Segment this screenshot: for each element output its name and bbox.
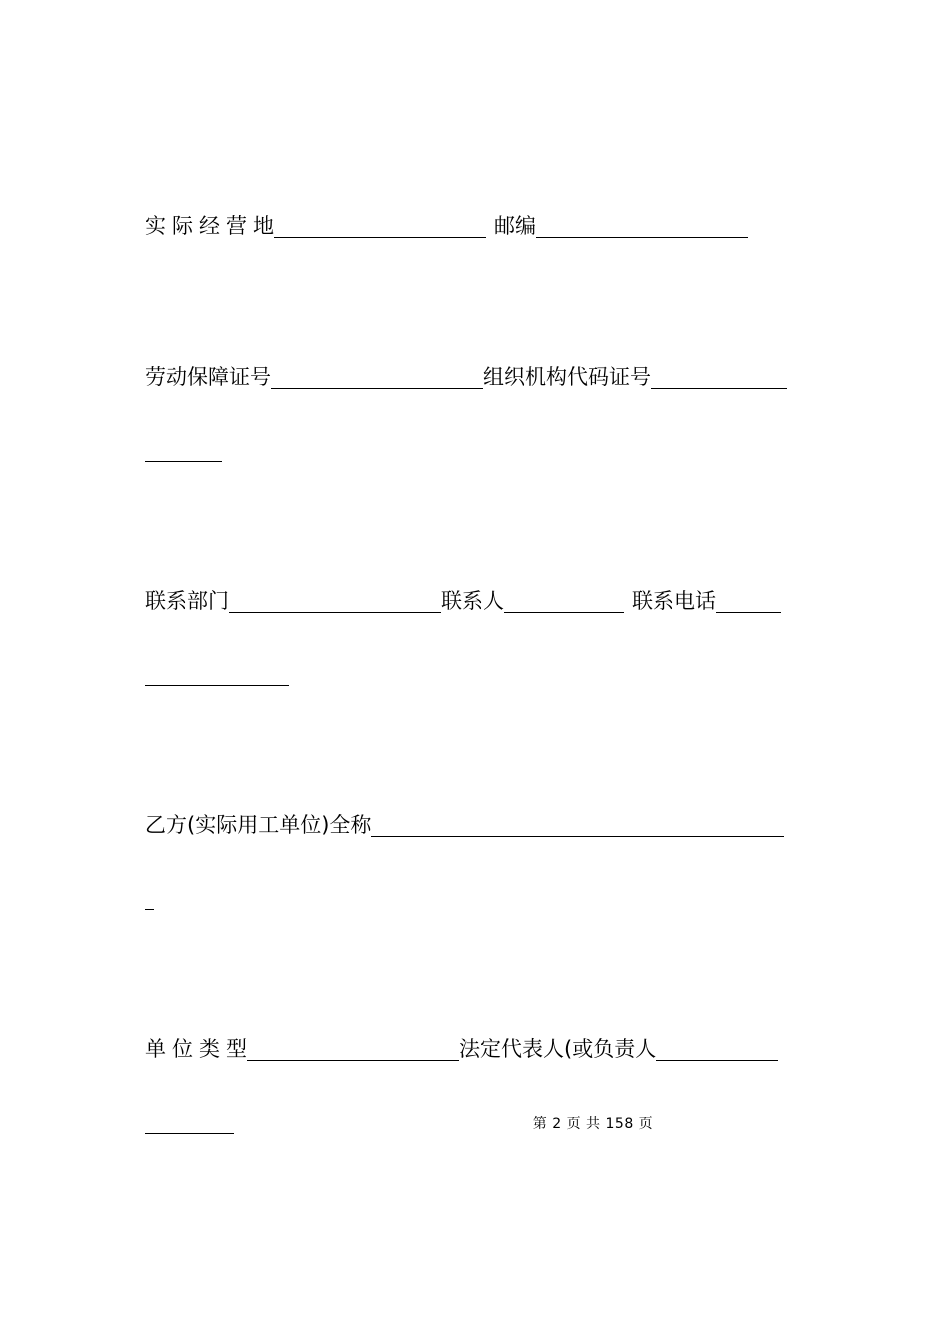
org-code-field-continued[interactable]: [145, 437, 222, 462]
contact-phone-continuation: [145, 656, 289, 686]
contact-dept-field[interactable]: [229, 588, 441, 613]
contact-person-label: 联系人: [441, 589, 504, 613]
org-code-label: 组织机构代码证号: [483, 365, 651, 389]
party-b-row: [145, 807, 784, 837]
postcode-label: 邮编: [494, 214, 536, 238]
legal-rep-field[interactable]: [656, 1036, 778, 1061]
org-code-field[interactable]: [651, 364, 787, 389]
actual-address-label: 实际经营地: [145, 214, 280, 238]
party-b-fullname-field-continued[interactable]: [145, 885, 154, 910]
legal-rep-label: 法定代表人(或负责人: [459, 1037, 657, 1061]
contact-row: [145, 583, 781, 613]
party-b-fullname-label: 乙方(实际用工单位)全称: [145, 813, 372, 837]
org-code-continuation: [145, 432, 222, 462]
party-b-fullname-field[interactable]: [371, 812, 784, 837]
contact-phone-field-continued[interactable]: [145, 661, 289, 686]
actual-address-row: [145, 208, 748, 238]
page-number: 第 2 页 共 158 页: [532, 1116, 654, 1132]
labor-cert-field[interactable]: [271, 364, 483, 389]
unit-type-row: [145, 1031, 778, 1061]
postcode-field[interactable]: [536, 213, 748, 238]
page-footer: [0, 1113, 950, 1133]
unit-type-label: 单位类型: [145, 1037, 253, 1061]
party-b-continuation: [145, 880, 154, 910]
labor-cert-row: [145, 359, 787, 389]
contact-phone-label: 联系电话: [632, 589, 716, 613]
contact-phone-field[interactable]: [716, 588, 781, 613]
actual-address-field[interactable]: [274, 213, 486, 238]
labor-cert-label: 劳动保障证号: [145, 365, 271, 389]
contact-dept-label: 联系部门: [145, 589, 229, 613]
unit-type-field[interactable]: [247, 1036, 459, 1061]
contact-person-field[interactable]: [504, 588, 624, 613]
